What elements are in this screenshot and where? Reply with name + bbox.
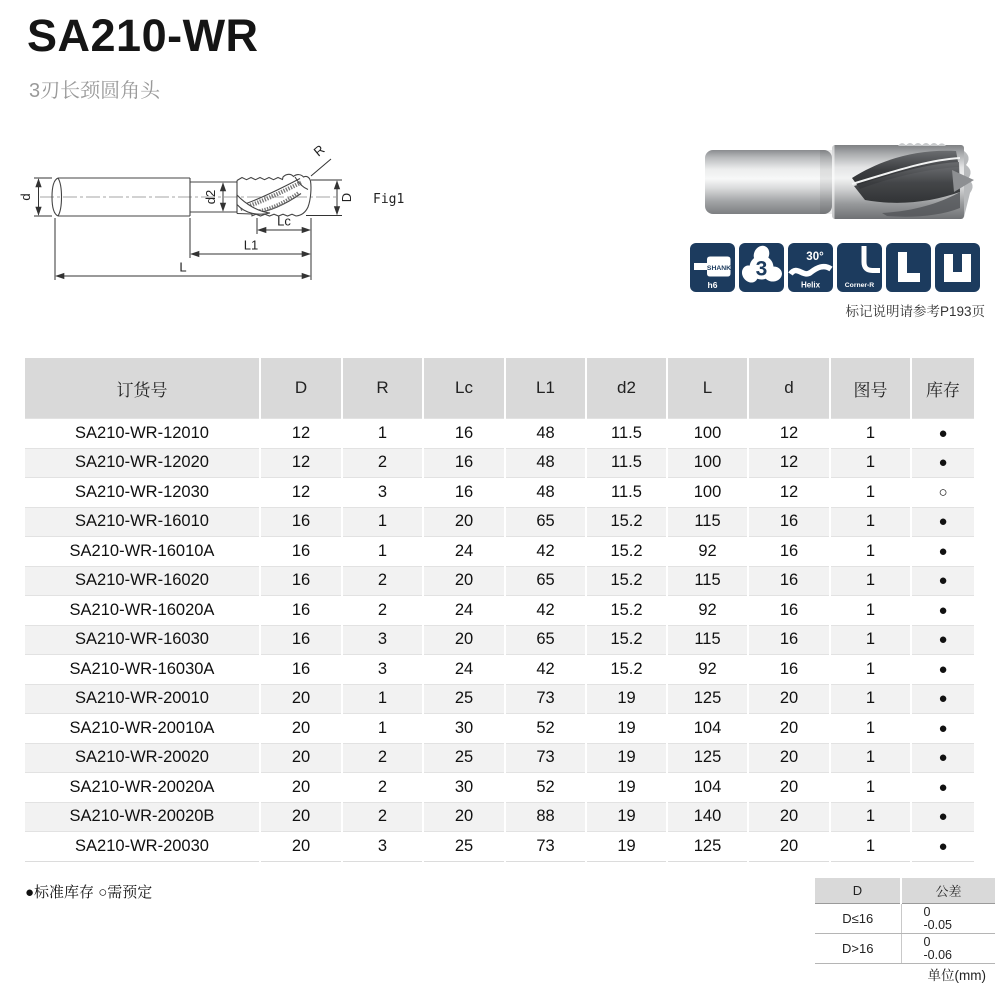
shank-d-value: 20 [748,743,830,773]
r-value: 2 [342,743,423,773]
l-value: 92 [667,596,748,626]
stock-indicator: ● [911,802,974,832]
part-number: SA210-WR-20010A [69,718,215,737]
part-number: SA210-WR-20020A [69,777,215,796]
d-value: 20 [260,832,342,862]
fig-no-value: 1 [830,566,911,596]
lc-value: 24 [423,655,505,685]
stock-indicator: ● [911,743,974,773]
r-value: 3 [342,655,423,685]
l-value: 100 [667,448,748,478]
lc-value: 24 [423,596,505,626]
l1-value: 42 [505,596,586,626]
l1-value: 73 [505,684,586,714]
l-value: 92 [667,537,748,567]
dim-label-L1: L1 [243,237,259,253]
fig-no-value: 1 [830,655,911,685]
fig-no-value: 1 [830,507,911,537]
dim-label-d: d [18,193,33,201]
spec-table-body [25,419,974,862]
stock-indicator: ● [911,684,974,714]
r-value: 3 [342,478,423,508]
corner-radius-label: Corner-R [844,282,875,289]
d-value: 16 [260,507,342,537]
l-value: 125 [667,832,748,862]
lc-value: 25 [423,832,505,862]
fig-no-value: 1 [830,537,911,567]
lc-value: 24 [423,537,505,567]
d2-value: 15.2 [586,625,667,655]
dimension-lines [34,159,342,280]
table-row [25,596,974,626]
d2-value: 15.2 [586,566,667,596]
tolerance-row [815,904,995,934]
shank-d-value: 20 [748,832,830,862]
d2-value: 19 [586,743,667,773]
stock-indicator: ● [911,714,974,744]
fig-no-value: 1 [830,478,911,508]
l1-value: 88 [505,802,586,832]
table-row [25,507,974,537]
fig-no-value: 1 [830,743,911,773]
tolerance-upper: 0 [923,934,931,949]
dim-label-L: L [179,259,187,275]
l1-value: 52 [505,773,586,803]
column-header: d [748,358,830,419]
part-number: SA210-WR-12020 [75,453,209,472]
d2-value: 19 [586,802,667,832]
l-value: 140 [667,802,748,832]
tolerance-col-d: D [815,878,901,904]
tolerance-upper: 0 [923,904,931,919]
r-value: 1 [342,714,423,744]
dim-label-Lc: Lc [277,213,291,229]
dim-label-D: D [339,192,354,203]
shank-d-value: 16 [748,566,830,596]
d-value: 16 [260,566,342,596]
r-value: 2 [342,773,423,803]
corner-radius-badge [837,243,882,292]
table-row [25,832,974,862]
column-header: L [667,358,748,419]
lc-value: 16 [423,419,505,449]
table-row [25,625,974,655]
l-value: 100 [667,419,748,449]
stock-indicator: ● [911,625,974,655]
tolerance-value [901,904,995,934]
d-value: 20 [260,743,342,773]
l-value: 115 [667,625,748,655]
r-value: 1 [342,537,423,567]
spec-table [25,358,974,862]
l1-value: 65 [505,566,586,596]
shank-d-value: 16 [748,655,830,685]
part-number: SA210-WR-20010 [75,689,209,708]
column-header: L1 [505,358,586,419]
part-number: SA210-WR-16010 [75,512,209,531]
tolerance-range: D≤16 [815,904,901,934]
fig-no-value: 1 [830,802,911,832]
stock-indicator: ○ [911,478,974,508]
shank-d-value: 16 [748,537,830,567]
shank-d-value: 20 [748,684,830,714]
fig-no-value: 1 [830,684,911,714]
d-value: 16 [260,596,342,626]
stock-legend: ●标准库存 ○需预定 [25,884,153,901]
table-row [25,802,974,832]
shank-d-value: 12 [748,419,830,449]
part-number: SA210-WR-20030 [75,836,209,855]
corner-radius-icon [864,246,880,271]
lc-value: 20 [423,566,505,596]
tolerance-lower: -0.06 [923,947,952,962]
shank-label: SHANK [706,264,732,272]
d-value: 16 [260,655,342,685]
stock-indicator: ● [911,773,974,803]
l1-value: 73 [505,743,586,773]
spec-table-header-row [25,358,974,419]
stock-indicator: ● [911,507,974,537]
lc-value: 25 [423,684,505,714]
stock-indicator: ● [911,566,974,596]
column-header: 库存 [911,358,974,419]
shank-d-value: 16 [748,596,830,626]
dim-label-d2: d2 [203,189,218,205]
d-value: 16 [260,537,342,567]
r-value: 1 [342,419,423,449]
shank-d-value: 20 [748,773,830,803]
d-value: 20 [260,773,342,803]
l-value: 115 [667,507,748,537]
lc-value: 30 [423,714,505,744]
table-row [25,566,974,596]
tolerance-range: D>16 [815,934,901,964]
dimension-diagram [15,133,445,308]
column-header: d2 [586,358,667,419]
l-profile-badge [886,243,931,292]
shank-d-value: 16 [748,625,830,655]
table-row [25,537,974,567]
table-row [25,655,974,685]
l1-value: 65 [505,625,586,655]
column-header: 图号 [830,358,911,419]
part-number: SA210-WR-12010 [75,423,209,442]
d2-value: 15.2 [586,507,667,537]
u-profile-icon [944,254,971,282]
stock-indicator: ● [911,448,974,478]
helix-angle-badge [788,243,833,292]
fig-no-value: 1 [830,596,911,626]
lc-value: 25 [423,743,505,773]
feature-badges [690,243,980,292]
product-photo [702,134,982,230]
fig-no-value: 1 [830,773,911,803]
stock-indicator: ● [911,419,974,449]
r-value: 3 [342,625,423,655]
tolerance-row [815,934,995,964]
table-row [25,478,974,508]
column-header: 订货号 [25,358,260,419]
helix-angle-value: 30° [806,251,824,263]
d2-value: 15.2 [586,655,667,685]
l1-value: 42 [505,537,586,567]
d2-value: 11.5 [586,448,667,478]
fig-no-value: 1 [830,832,911,862]
table-row [25,714,974,744]
d-value: 20 [260,714,342,744]
stock-indicator: ● [911,655,974,685]
shank-h6-badge [690,243,735,292]
lc-value: 20 [423,625,505,655]
d2-value: 11.5 [586,419,667,449]
page-title: SA210-WR [27,10,259,61]
shank-d-value: 20 [748,714,830,744]
shank-d-value: 12 [748,478,830,508]
d-value: 20 [260,802,342,832]
fig-no-value: 1 [830,714,911,744]
l1-value: 42 [505,655,586,685]
l1-value: 65 [505,507,586,537]
fig-no-value: 1 [830,448,911,478]
shank-d-value: 12 [748,448,830,478]
r-value: 3 [342,832,423,862]
d2-value: 19 [586,684,667,714]
stock-indicator: ● [911,537,974,567]
r-value: 2 [342,566,423,596]
part-number: SA210-WR-16020A [69,600,215,619]
figure-label: Fig1 [373,192,405,207]
tolerance-lower: -0.05 [923,917,952,932]
d-value: 12 [260,448,342,478]
page-subtitle: 3刃长颈圆角头 [29,80,161,102]
part-number: SA210-WR-16030 [75,630,209,649]
l-value: 125 [667,684,748,714]
d-value: 12 [260,478,342,508]
lc-value: 16 [423,478,505,508]
table-row [25,419,974,449]
d-value: 20 [260,684,342,714]
unit-note: 单位(mm) [927,968,986,983]
l-value: 92 [667,655,748,685]
fig-no-value: 1 [830,419,911,449]
r-value: 2 [342,802,423,832]
stock-indicator: ● [911,596,974,626]
dim-label-R: R [310,141,328,160]
r-value: 2 [342,448,423,478]
shank-d-value: 16 [748,507,830,537]
u-profile-badge [935,243,980,292]
r-value: 1 [342,684,423,714]
lc-value: 16 [423,448,505,478]
part-number: SA210-WR-16030A [69,659,215,678]
r-value: 2 [342,596,423,626]
l1-value: 48 [505,478,586,508]
part-number: SA210-WR-20020B [69,807,215,826]
helix-label: Helix [800,280,821,290]
table-row [25,448,974,478]
badge-reference-note: 标记说明请参考P193页 [845,304,985,319]
tolerance-col-tol: 公差 [901,878,995,904]
l-value: 100 [667,478,748,508]
lc-value: 20 [423,507,505,537]
l-value: 104 [667,714,748,744]
part-number: SA210-WR-20020 [75,748,209,767]
part-number: SA210-WR-16020 [75,571,209,590]
flute-count-label: 3 [755,257,768,281]
l1-value: 48 [505,419,586,449]
d2-value: 19 [586,832,667,862]
l1-value: 73 [505,832,586,862]
d2-value: 15.2 [586,596,667,626]
l-value: 125 [667,743,748,773]
table-row [25,773,974,803]
column-header: Lc [423,358,505,419]
helix-wave-icon [791,267,832,274]
part-number: SA210-WR-12030 [75,482,209,501]
d-value: 16 [260,625,342,655]
d2-value: 15.2 [586,537,667,567]
d2-value: 19 [586,714,667,744]
table-row [25,684,974,714]
table-row [25,743,974,773]
lc-value: 20 [423,802,505,832]
column-header: D [260,358,342,419]
part-number: SA210-WR-16010A [69,541,215,560]
d2-value: 11.5 [586,478,667,508]
d2-value: 19 [586,773,667,803]
lc-value: 30 [423,773,505,803]
shank-d-value: 20 [748,802,830,832]
l-profile-icon [898,252,920,282]
l-value: 104 [667,773,748,803]
l-value: 115 [667,566,748,596]
stock-indicator: ● [911,832,974,862]
tolerance-value [901,934,995,964]
d-value: 12 [260,419,342,449]
flute-count-badge [739,243,784,292]
r-value: 1 [342,507,423,537]
l1-value: 48 [505,448,586,478]
l1-value: 52 [505,714,586,744]
fig-no-value: 1 [830,625,911,655]
tool-outline [52,174,311,216]
tolerance-table [815,878,995,964]
shank-tolerance-label: h6 [707,280,718,290]
column-header: R [342,358,423,419]
